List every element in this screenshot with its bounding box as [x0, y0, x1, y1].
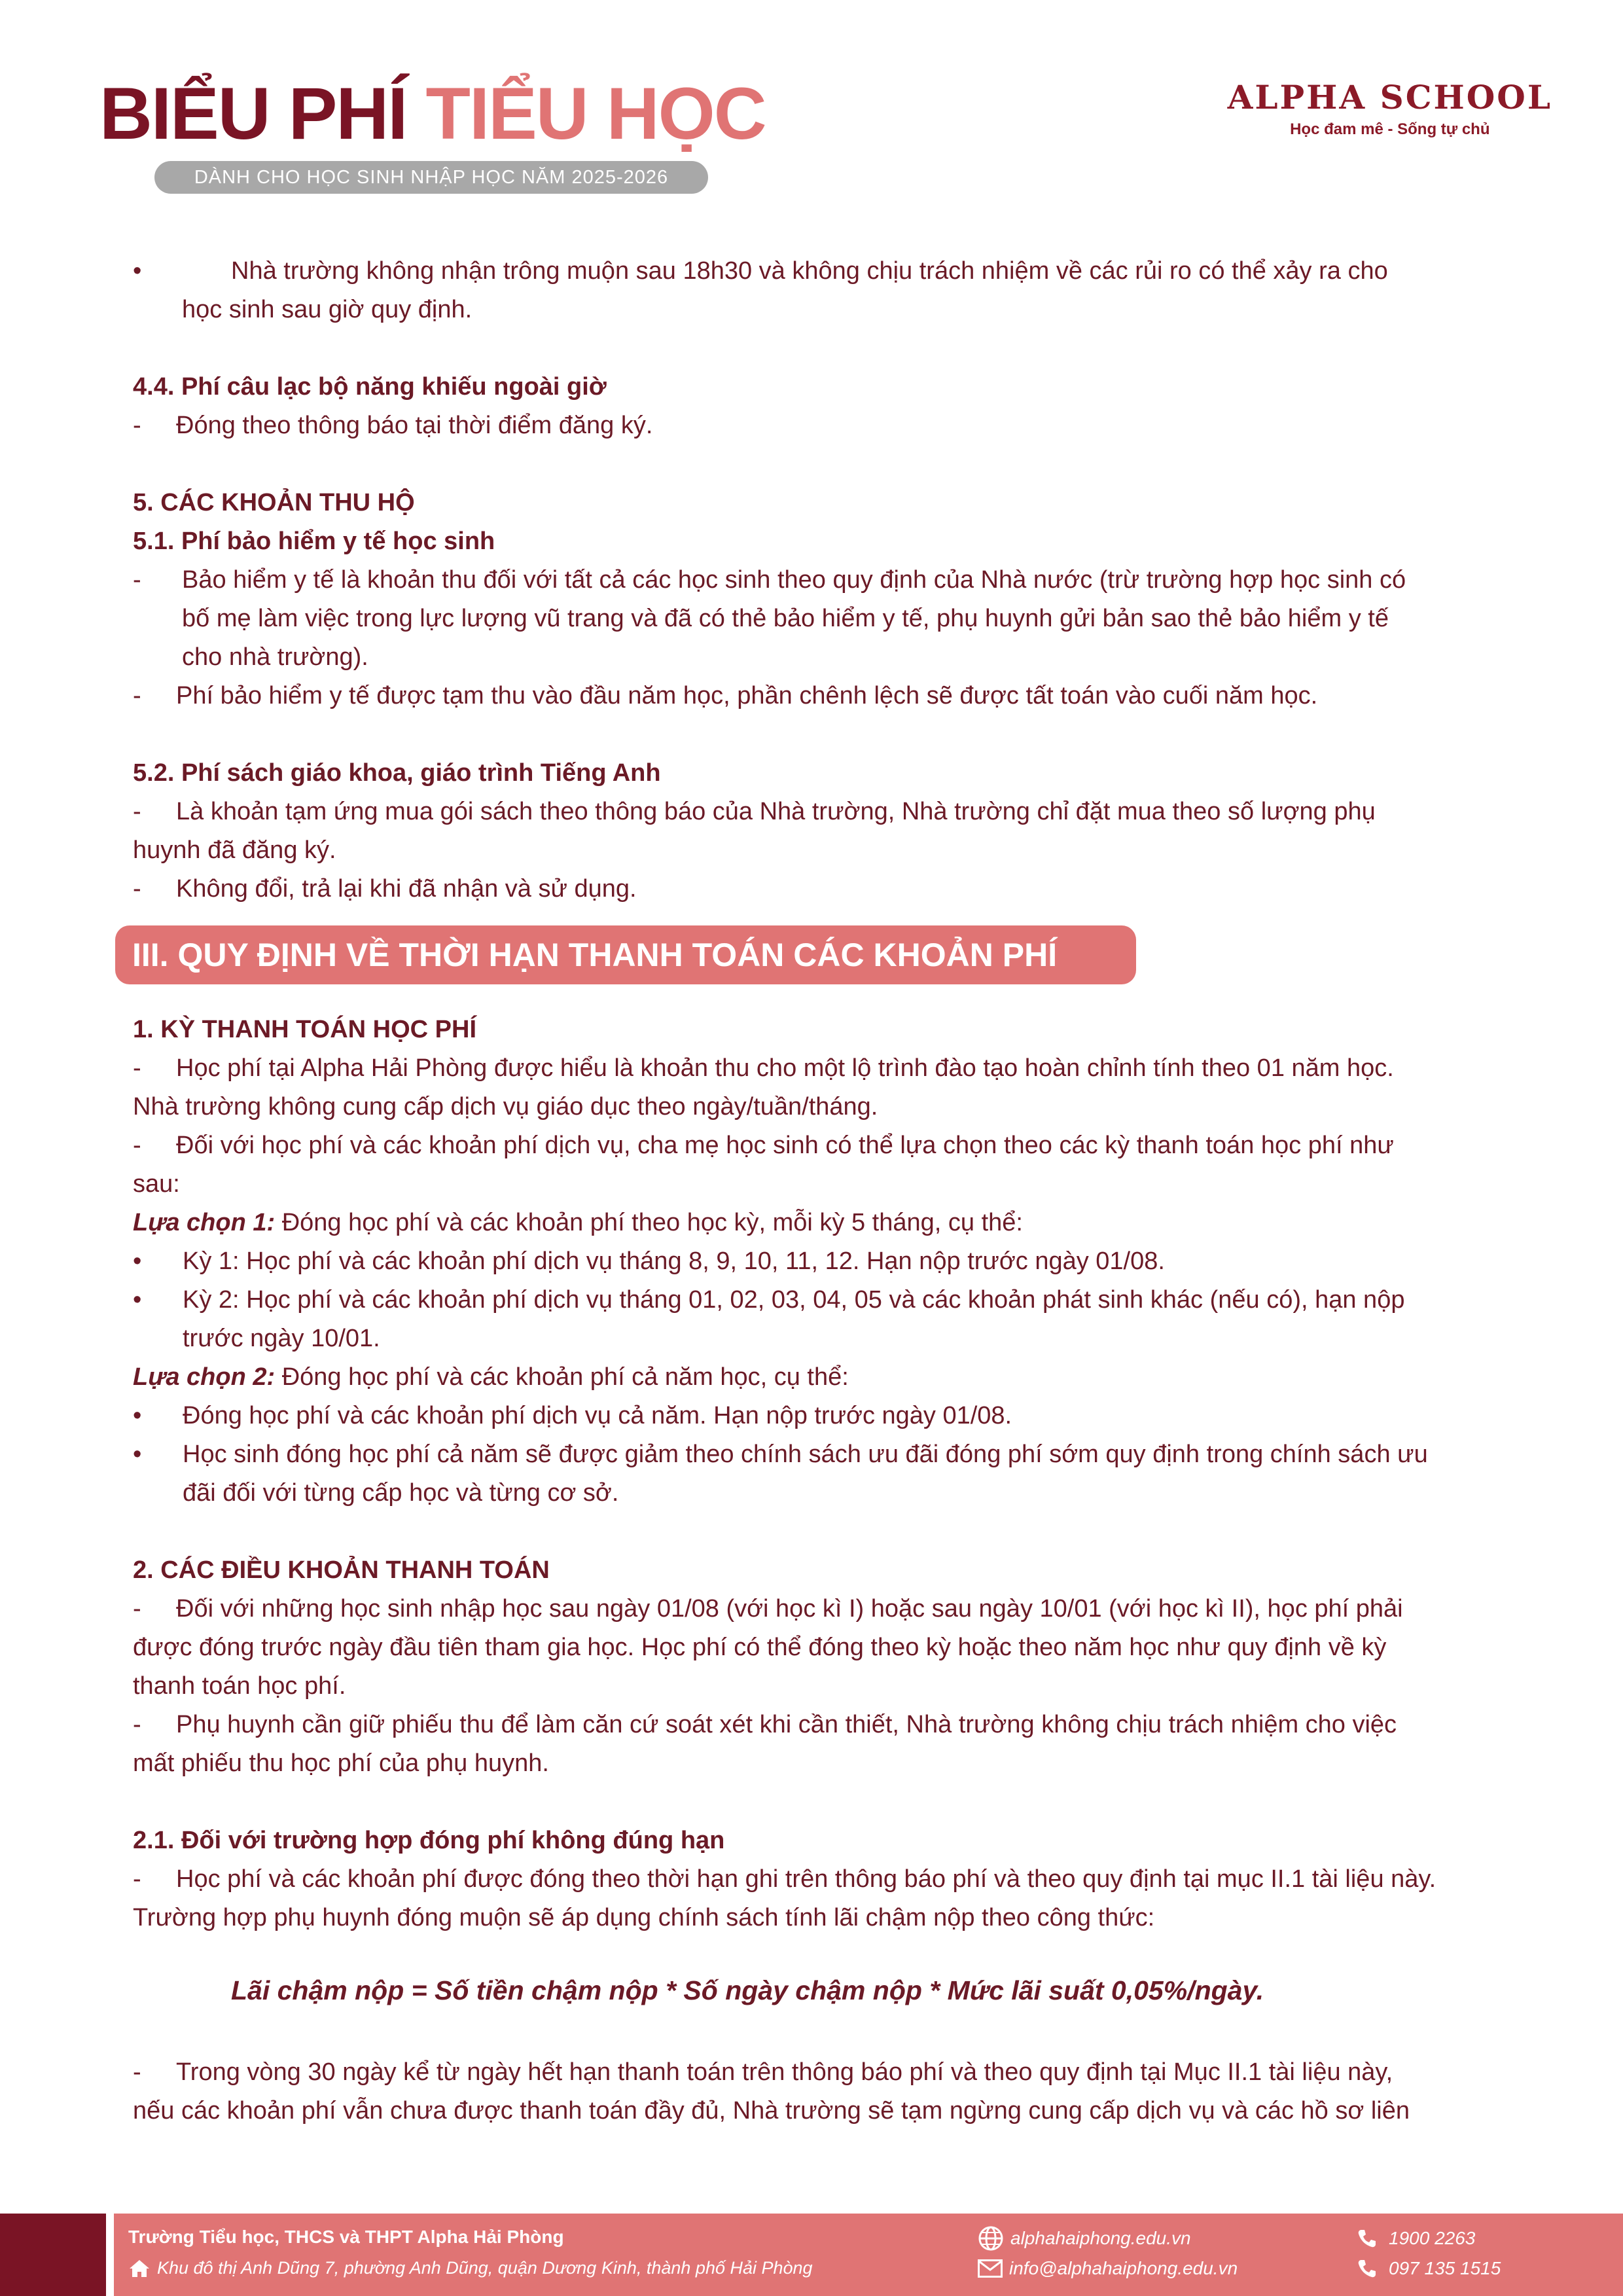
list-item: - Không đổi, trả lại khi đã nhận và sử dụng. [133, 875, 637, 903]
heading-5-2: 5.2. Phí sách giáo khoa, giáo trình Tiếng Anh [133, 759, 661, 787]
list-item-cont: nếu các khoản phí vẫn chưa được thanh toán đầy đủ, Nhà trường sẽ tạm ngừng cung cấp dịch vụ và các hồ sơ liên [133, 2097, 1410, 2125]
footer-accent [0, 2214, 106, 2296]
list-item-cont: huynh đã đăng ký. [133, 836, 336, 864]
section-heading-III: III. QUY ĐỊNH VỀ THỜI HẠN THANH TOÁN CÁC KHOẢN PHÍ [115, 925, 1136, 984]
list-item-cont: mất phiếu thu học phí của phụ huynh. [133, 1749, 549, 1777]
option-1: Lựa chọn 1: Đóng học phí và các khoản phí theo học kỳ, mỗi kỳ 5 tháng, cụ thể: [133, 1209, 1023, 1236]
brand-logo [1227, 78, 1552, 139]
list-item-cont: được đóng trước ngày đầu tiên tham gia học. Học phí có thể đóng theo kỳ hoặc theo năm học như quy định về kỳ [133, 1634, 1387, 1661]
heading-1: 1. KỲ THANH TOÁN HỌC PHÍ [133, 1016, 477, 1043]
home-icon [128, 2259, 151, 2278]
list-item: - Phí bảo hiểm y tế được tạm thu vào đầu năm học, phần chênh lệch sẽ được tất toán vào cuối năm học. [133, 682, 1318, 709]
list-item: - Đóng theo thông báo tại thời điểm đăng ký. [133, 412, 653, 439]
bullet: • [133, 257, 142, 285]
list-item: - Học phí tại Alpha Hải Phòng được hiểu là khoản thu cho một lộ trình đào tạo hoàn chỉnh tính theo 01 năm học. [133, 1054, 1394, 1082]
list-item: - Học phí và các khoản phí được đóng theo thời hạn ghi trên thông báo phí và theo quy định tại mục II.1 tài liệu này. [133, 1865, 1436, 1893]
heading-2-1: 2.1. Đối với trường hợp đóng phí không đúng hạn [133, 1827, 725, 1854]
heading-4-4: 4.4. Phí câu lạc bộ năng khiếu ngoài giờ [133, 373, 607, 401]
list-item-cont: Nhà trường không cung cấp dịch vụ giáo dục theo ngày/tuần/tháng. [133, 1093, 878, 1121]
option-2: Lựa chọn 2: Đóng học phí và các khoản phí cả năm học, cụ thể: [133, 1363, 849, 1391]
list-item-cont: bố mẹ làm việc trong lực lượng vũ trang và đã có thẻ bảo hiểm y tế, phụ huynh gửi bản sao thẻ bảo hiểm y tế [182, 605, 1389, 632]
footer-school-name: Trường Tiểu học, THCS và THPT Alpha Hải Phòng [128, 2227, 564, 2247]
heading-5-1: 5.1. Phí bảo hiểm y tế học sinh [133, 528, 495, 555]
list-item: - Đối với học phí và các khoản phí dịch vụ, cha mẹ học sinh có thể lựa chọn theo các kỳ thanh toán học phí như [133, 1132, 1394, 1159]
list-item-cont: đãi đối với từng cấp học và từng cơ sở. [183, 1479, 619, 1507]
intro-line2: học sinh sau giờ quy định. [182, 296, 473, 323]
list-item-cont: trước ngày 10/01. [183, 1325, 380, 1352]
list-item: - Đối với những học sinh nhập học sau ngày 01/08 (với học kì I) hoặc sau ngày 10/01 (với học kì II), học phí phải [133, 1595, 1403, 1623]
content-lower [133, 1011, 1527, 2202]
footer-email[interactable]: info@alphahaiphong.edu.vn [978, 2258, 1238, 2279]
list-item: - Phụ huynh cần giữ phiếu thu để làm căn cứ soát xét khi cần thiết, Nhà trường không chịu trách nhiệm cho việc [133, 1711, 1397, 1738]
list-item: - Là khoản tạm ứng mua gói sách theo thông báo của Nhà trường, Nhà trường chỉ đặt mua theo số lượng phụ [133, 798, 1376, 825]
list-item-cont: cho nhà trường). [182, 643, 368, 671]
intro-line1: • Nhà trường không nhận trông muộn sau 18h30 và không chịu trách nhiệm về các rủi ro có thể xảy ra cho [133, 252, 1388, 291]
list-item-cont: Trường hợp phụ huynh đóng muộn sẽ áp dụng chính sách tính lãi chậm nộp theo công thức: [133, 1904, 1155, 1931]
list-item: • Kỳ 1: Học phí và các khoản phí dịch vụ tháng 8, 9, 10, 11, 12. Hạn nộp trước ngày 01/08. [133, 1247, 1165, 1275]
globe-icon [978, 2225, 1004, 2251]
footer [114, 2214, 1623, 2296]
footer-address: Khu đô thị Anh Dũng 7, phường Anh Dũng, quận Dương Kinh, thành phố Hải Phòng [128, 2258, 813, 2278]
heading-2: 2. CÁC ĐIỀU KHOẢN THANH TOÁN [133, 1556, 550, 1584]
brand-tagline: Học đam mê - Sống tự chủ [1290, 120, 1490, 138]
list-item: • Kỳ 2: Học phí và các khoản phí dịch vụ tháng 01, 02, 03, 04, 05 và các khoản phát sinh khác (nếu có), hạn nộp [133, 1286, 1405, 1314]
brand-name: ALPHA SCHOOL [1227, 78, 1552, 117]
list-item-cont: sau: [133, 1170, 180, 1198]
list-item-cont: thanh toán học phí. [133, 1672, 346, 1700]
title-part2: TIỂU HỌC [425, 73, 766, 154]
late-fee-formula: Lãi chậm nộp = Số tiền chậm nộp * Số ngày chậm nộp * Mức lãi suất 0,05%/ngày. [231, 1975, 1264, 2005]
list-item: - Bảo hiểm y tế là khoản thu đối với tất cả các học sinh theo quy định của Nhà nước (trừ trường hợp học sinh có [133, 566, 1406, 594]
title-part1: BIỂU PHÍ [99, 73, 407, 154]
content-upper [133, 252, 1527, 906]
footer-phone-1[interactable]: 1900 2263 [1357, 2228, 1475, 2249]
list-item: - Trong vòng 30 ngày kể từ ngày hết hạn thanh toán trên thông báo phí và theo quy định tại Mục II.1 tài liệu này, [133, 2058, 1393, 2086]
heading-5: 5. CÁC KHOẢN THU HỘ [133, 489, 415, 516]
page-title [99, 73, 766, 154]
footer-website[interactable]: alphahaiphong.edu.vn [978, 2225, 1191, 2251]
list-item: • Đóng học phí và các khoản phí dịch vụ cả năm. Hạn nộp trước ngày 01/08. [133, 1402, 1012, 1429]
mail-icon [978, 2259, 1003, 2278]
subtitle-badge: DÀNH CHO HỌC SINH NHẬP HỌC NĂM 2025-2026 [154, 161, 708, 194]
phone-icon [1357, 2229, 1377, 2248]
footer-phone-2[interactable]: 097 135 1515 [1357, 2258, 1501, 2279]
phone-icon [1357, 2259, 1377, 2278]
list-item: • Học sinh đóng học phí cả năm sẽ được giảm theo chính sách ưu đãi đóng phí sớm quy định trong chính sách ưu [133, 1441, 1428, 1468]
